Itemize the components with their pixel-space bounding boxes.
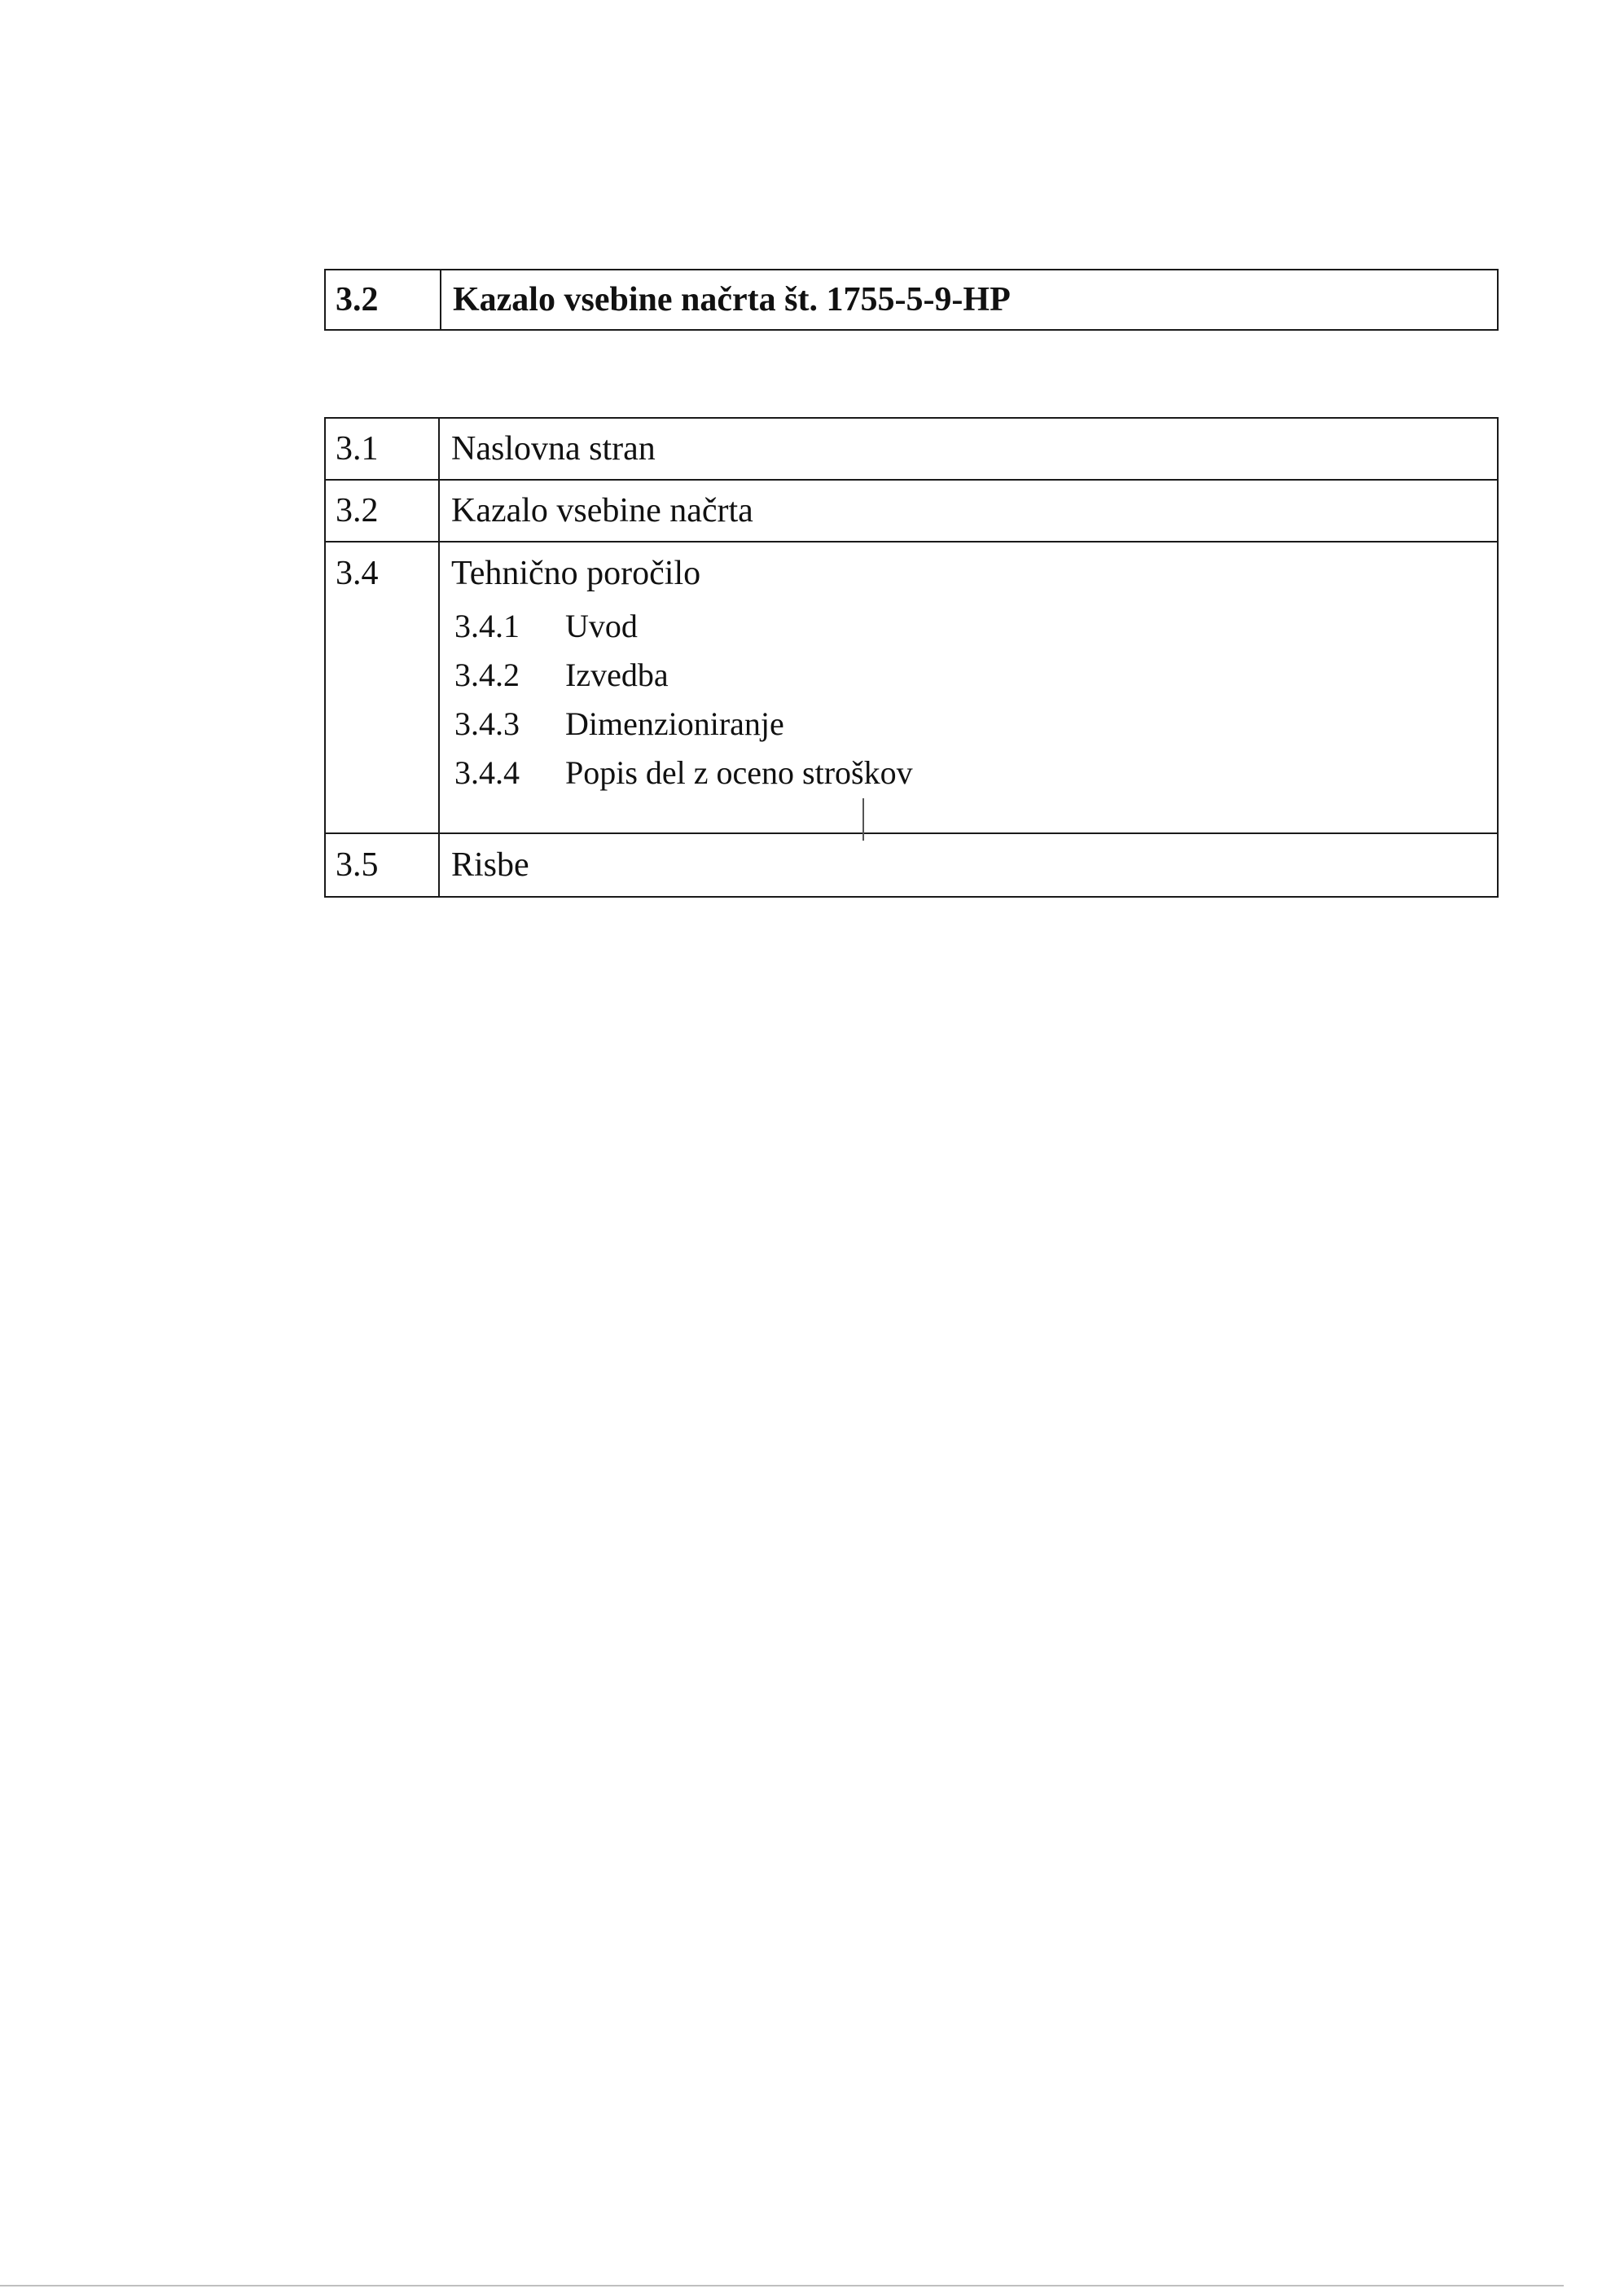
toc-subitem-number: 3.4.2 <box>454 656 520 693</box>
section-header-table <box>324 269 1499 331</box>
toc-subitem <box>454 650 913 699</box>
section-title: Kazalo vsebine načrta št. 1755-5-9-HP <box>453 281 1011 318</box>
toc-subitem-number: 3.4.1 <box>454 607 520 644</box>
section-number: 3.2 <box>326 270 441 329</box>
toc-row-title: Kazalo vsebine načrta <box>451 492 753 529</box>
toc-row-number: 3.5 <box>326 834 440 896</box>
toc-row-content <box>440 543 1497 832</box>
toc-subitem-title: Uvod <box>565 607 638 644</box>
toc-row-number: 3.1 <box>326 419 440 479</box>
toc-row-number: 3.2 <box>326 481 440 541</box>
contents-table <box>324 417 1499 898</box>
toc-subitem-number: 3.4.4 <box>454 753 520 791</box>
toc-row-number: 3.4 <box>326 543 440 832</box>
toc-row-title: Risbe <box>451 846 529 884</box>
toc-row <box>326 419 1497 481</box>
toc-row-title: Tehnično poročilo <box>451 555 701 592</box>
toc-row <box>326 481 1497 543</box>
toc-subitem-number: 3.4.3 <box>454 705 520 742</box>
toc-subitem <box>454 748 913 797</box>
scan-bottom-edge <box>0 2285 1564 2286</box>
toc-subitem <box>454 699 913 748</box>
toc-subitem <box>454 601 913 650</box>
toc-subitem-title: Izvedba <box>565 656 669 693</box>
toc-subitem-title: Dimenzioniranje <box>565 705 784 742</box>
toc-subitem-title: Popis del z oceno stroškov <box>565 753 913 791</box>
toc-row-title: Naslovna stran <box>451 430 656 468</box>
toc-row <box>326 834 1497 896</box>
toc-row <box>326 543 1497 834</box>
scan-tick-mark <box>862 798 864 841</box>
toc-sublist <box>451 601 913 797</box>
